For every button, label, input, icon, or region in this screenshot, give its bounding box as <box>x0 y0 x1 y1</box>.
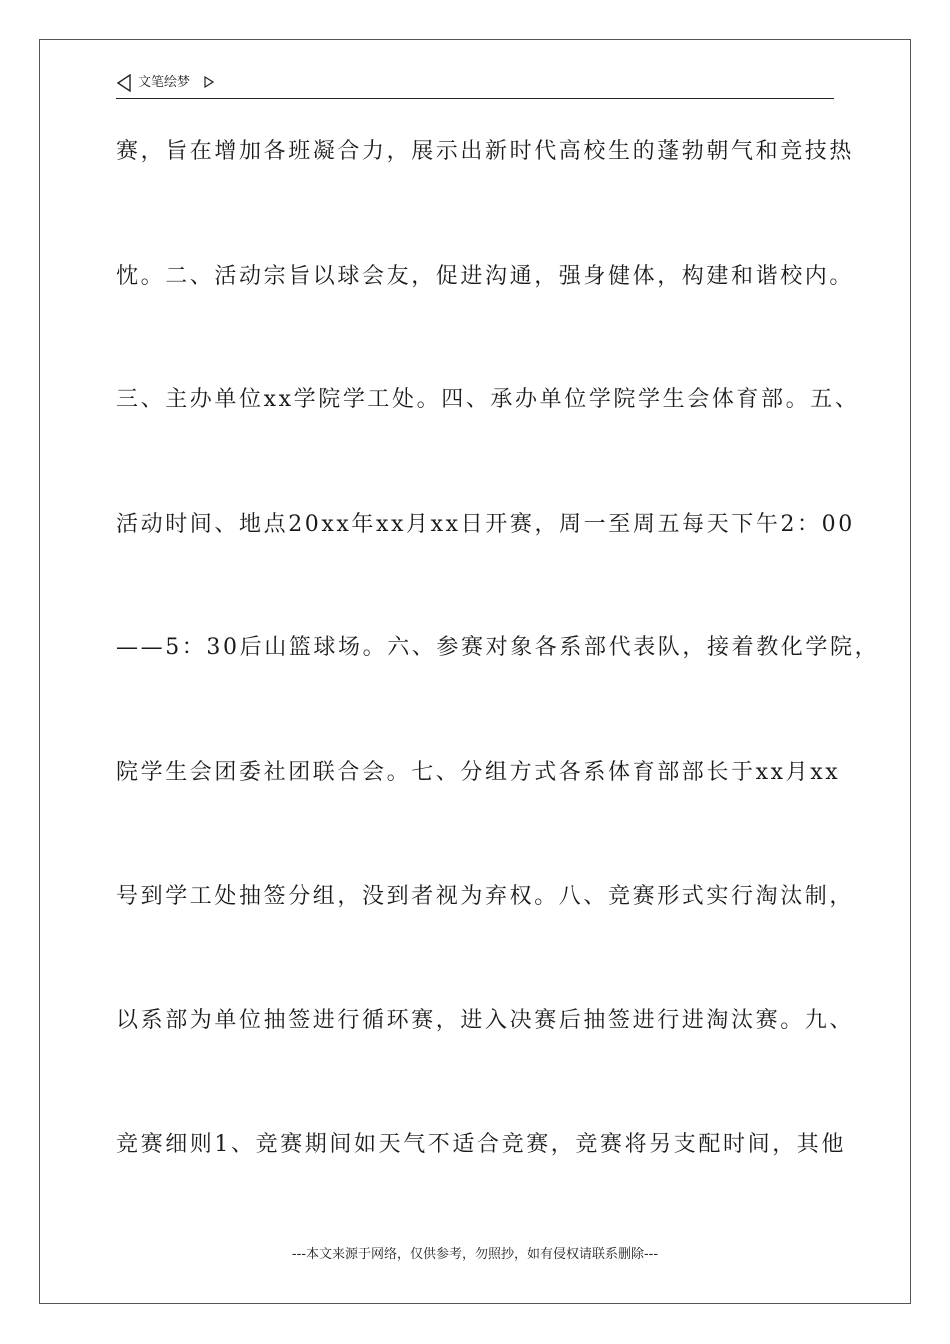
left-triangle-icon <box>116 74 132 92</box>
right-triangle-icon <box>204 76 214 88</box>
body-line-8: 以系部为单位抽签进行循环赛，进入决赛后抽签进行进淘汰赛。九、 <box>116 1008 855 1033</box>
body-line-4: 活动时间、地点20xx年xx月xx日开赛，周一至周五每天下午2：00 <box>116 512 855 537</box>
body-line-1: 赛，旨在增加各班凝合力，展示出新时代高校生的蓬勃朝气和竞技热 <box>116 139 855 164</box>
body-line-6: 院学生会团委社团联合会。七、分组方式各系体育部部长于xx月xx <box>116 760 841 785</box>
footer-disclaimer: ---本文来源于网络，仅供参考，勿照抄，如有侵权请联系删除--- <box>291 1247 659 1262</box>
body-line-5: ——5：30后山篮球场。六、参赛对象各系部代表队，接着教化学院， <box>116 635 880 660</box>
body-line-9: 竞赛细则1、竞赛期间如天气不适合竞赛，竞赛将另支配时间，其他 <box>116 1132 846 1157</box>
body-line-7: 号到学工处抽签分组，没到者视为弃权。八、竞赛形式实行淘汰制， <box>116 884 855 909</box>
header-title: 文笔绘梦 <box>138 75 191 90</box>
body-line-2: 忱。二、活动宗旨以球会友，促进沟通，强身健体，构建和谐校内。 <box>116 264 855 289</box>
page-border <box>39 39 911 1304</box>
page-header <box>116 72 834 99</box>
body-line-3: 三、主办单位xx学院学工处。四、承办单位学院学生会体育部。五、 <box>116 387 860 412</box>
